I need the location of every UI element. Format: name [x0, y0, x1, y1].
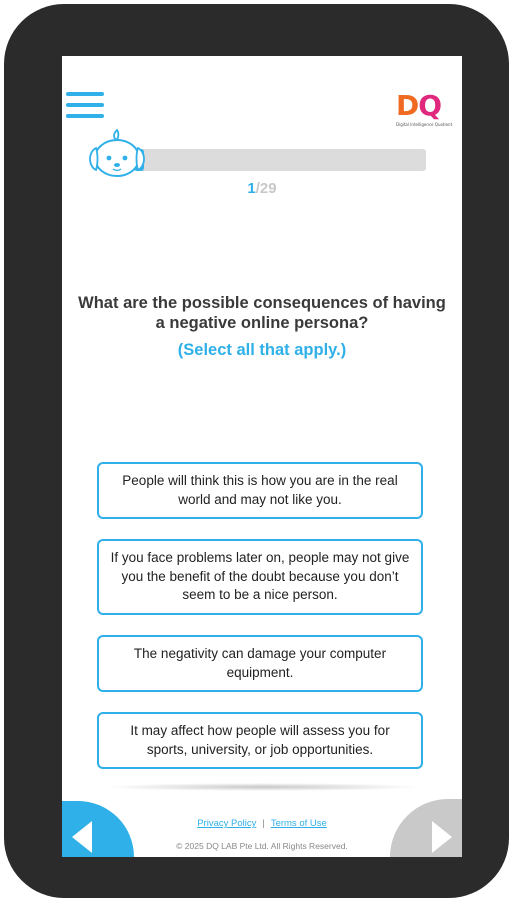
- dq-logo: DQ Digital Intelligence Quotient: [396, 89, 453, 127]
- hamburger-menu-icon[interactable]: [66, 90, 104, 122]
- app-screen: [62, 56, 462, 857]
- phone-frame: [4, 4, 509, 898]
- terms-of-use-link[interactable]: Terms of Use: [270, 818, 327, 829]
- progress-current: 1: [247, 180, 256, 197]
- progress-counter: [62, 180, 462, 197]
- progress-total: /29: [255, 180, 277, 197]
- answer-option-2[interactable]: If you face problems later on, people may not give you the benefit of the doubt because you don’t seem to be a nice person.: [97, 539, 423, 615]
- answer-option-4[interactable]: It may affect how people will assess you for sports, university, or job opportunities.: [97, 712, 423, 769]
- footer-separator: |: [262, 818, 265, 829]
- copyright-text: © 2025 DQ LAB Pte Ltd. All Rights Reserved.: [176, 841, 348, 851]
- answer-option-1[interactable]: People will think this is how you are in the real world and may not like you.: [97, 462, 423, 519]
- previous-button[interactable]: [62, 801, 134, 857]
- arrow-right-icon: [432, 821, 452, 853]
- question-instruction: (Select all that apply.): [177, 341, 347, 359]
- next-button[interactable]: [390, 799, 462, 857]
- arrow-left-icon: [72, 821, 92, 853]
- puppy-mascot-icon: [86, 126, 148, 182]
- answer-option-3[interactable]: The negativity can damage your computer equipment.: [97, 635, 423, 692]
- privacy-policy-link[interactable]: Privacy Policy: [197, 818, 257, 829]
- divider-shadow: [102, 783, 422, 791]
- progress-bar: [134, 149, 426, 171]
- question-text: What are the possible consequences of having a negative online persona?: [78, 294, 446, 332]
